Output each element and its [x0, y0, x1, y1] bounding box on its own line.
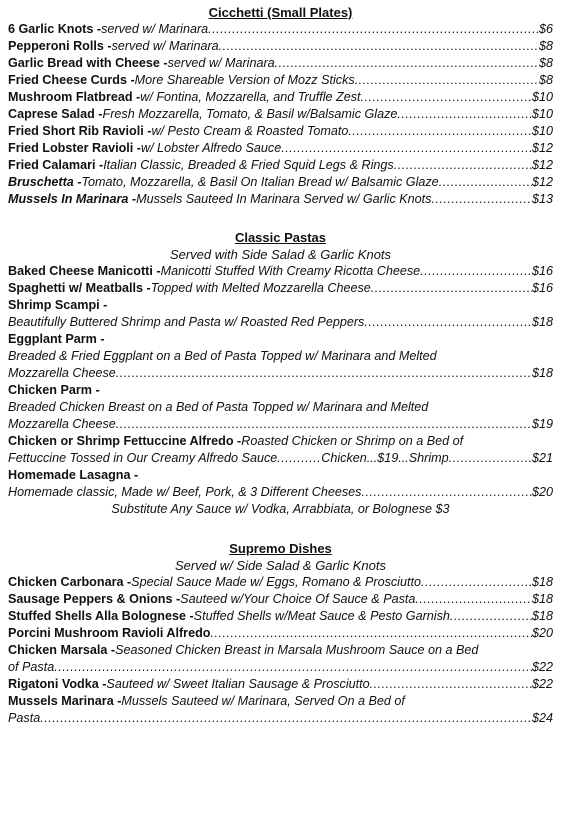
item-name: Stuffed Shells Alla Bolognese -: [8, 609, 194, 623]
item-desc: Special Sauce Made w/ Eggs, Romano & Prosciutto: [131, 575, 421, 589]
leader-dots: [281, 140, 532, 157]
leader-dots: [210, 625, 532, 642]
item-desc: Breaded Chicken Breast on a Bed of Pasta Topped w/ Marinara and Melted: [8, 400, 429, 414]
leader-dots: [370, 676, 532, 693]
pastas-subtitle: Served with Side Salad & Garlic Knots: [169, 247, 392, 262]
menu-item: [8, 591, 553, 608]
menu-item: [8, 21, 553, 38]
item-price: $13: [531, 192, 553, 206]
leader-dots: [361, 484, 532, 501]
item-desc: More Shareable Version of Mozz Sticks: [134, 73, 355, 87]
item-name: Pepperoni Rolls -: [8, 39, 112, 53]
item-price: $12: [531, 175, 553, 189]
item-price-chicken: Chicken...$19: [321, 451, 399, 465]
item-name: Sausage Peppers & Onions -: [8, 592, 181, 606]
item-desc: Seasoned Chicken Breast in Marsala Mushroom Sauce on a Bed: [115, 643, 479, 657]
item-name: Homemade Lasagna -: [8, 468, 139, 482]
menu-item: [8, 314, 553, 331]
item-price: $18: [531, 609, 553, 623]
item-price: $21: [531, 451, 553, 465]
item-desc: w/ Pesto Cream & Roasted Tomato: [151, 124, 349, 138]
item-price: $10: [531, 107, 553, 121]
item-price: $22: [531, 677, 553, 691]
item-desc: Roasted Chicken or Shrimp on a Bed of: [241, 434, 464, 448]
leader-dots: [277, 450, 321, 467]
item-desc: Mozzarella Cheese: [8, 366, 116, 380]
supremo-title: Supremo Dishes: [229, 541, 332, 556]
menu-item: [8, 484, 553, 501]
menu-item: [8, 55, 553, 72]
leader-dots: [371, 280, 532, 297]
leader-dots: [449, 450, 532, 467]
item-name: Mussels In Marinara -: [8, 192, 137, 206]
item-desc: Breaded & Fried Eggplant on a Bed of Pasta Topped w/ Marinara and Melted: [8, 349, 437, 363]
item-desc: served w/ Marinara: [101, 22, 209, 36]
item-name: Mussels Marinara -: [8, 694, 122, 708]
item-name: Shrimp Scampi -: [8, 298, 108, 312]
item-name: Bruschetta -: [8, 175, 82, 189]
item-price: $24: [531, 711, 553, 725]
item-desc: Sauteed w/ Sweet Italian Sausage & Prosciutto: [106, 677, 370, 691]
item-desc: Tomato, Mozzarella, & Basil On Italian Bread w/ Balsamic Glaze: [81, 175, 439, 189]
item-name: Fried Cheese Curds -: [8, 73, 135, 87]
item-name: Mushroom Flatbread -: [8, 90, 141, 104]
menu-item: [8, 642, 553, 659]
item-desc: Mussels Sauteed w/ Marinara, Served On a Bed of: [121, 694, 405, 708]
cicchetti-title: Cicchetti (Small Plates): [208, 5, 353, 20]
item-name: Caprese Salad -: [8, 107, 103, 121]
menu-item: [8, 191, 553, 208]
leader-dots: [397, 106, 532, 123]
item-price: $16: [531, 281, 553, 295]
menu-item: [8, 365, 553, 382]
menu-item: [8, 89, 553, 106]
item-desc: Mozzarella Cheese: [8, 417, 116, 431]
item-price: $19: [531, 417, 553, 431]
leader-dots: [219, 38, 539, 55]
menu-item: [8, 574, 553, 591]
item-name: Chicken or Shrimp Fettuccine Alfredo -: [8, 434, 242, 448]
item-price: $22: [531, 660, 553, 674]
item-price: $18: [531, 366, 553, 380]
item-desc: Sauteed w/Your Choice Of Sauce & Pasta: [180, 592, 416, 606]
leader-dots: [208, 21, 539, 38]
item-price: $18: [531, 592, 553, 606]
item-desc: Stuffed Shells w/Meat Sauce & Pesto Garnish: [193, 609, 450, 623]
item-desc: Italian Classic, Breaded & Fried Squid Legs & Rings: [103, 158, 394, 172]
leader-dots: [431, 191, 532, 208]
item-price: $20: [531, 485, 553, 499]
cicchetti-list: [8, 21, 553, 208]
item-name: Spaghetti w/ Meatballs -: [8, 281, 151, 295]
leader-dots: [40, 710, 532, 727]
menu-item: [8, 450, 553, 467]
item-desc: Topped with Melted Mozzarella Cheese: [150, 281, 371, 295]
item-desc: Manicotti Stuffed With Creamy Ricotta Cheese: [160, 264, 421, 278]
item-desc: Beautifully Buttered Shrimp and Pasta w/ Roasted Red Peppers: [8, 315, 365, 329]
item-desc: Fettuccine Tossed in Our Creamy Alfredo Sauce: [8, 451, 278, 465]
item-name: Fried Calamari -: [8, 158, 104, 172]
leader-dots: [415, 591, 532, 608]
item-price: $8: [538, 56, 553, 70]
item-price: $12: [531, 141, 553, 155]
leader-dots: [364, 314, 532, 331]
menu-item: [8, 416, 553, 433]
item-name: Porcini Mushroom Ravioli Alfredo: [8, 626, 211, 640]
menu-item: [8, 38, 553, 55]
menu-item: [8, 433, 553, 450]
leader-dots: [450, 608, 532, 625]
item-name: Rigatoni Vodka -: [8, 677, 107, 691]
item-name: 6 Garlic Knots -: [8, 22, 102, 36]
item-price: $10: [531, 124, 553, 138]
menu-item: [8, 106, 553, 123]
item-name: Fried Lobster Ravioli -: [8, 141, 141, 155]
item-desc: w/ Fontina, Mozzarella, and Truffle Zest: [140, 90, 361, 104]
item-desc: served w/ Marinara: [167, 56, 275, 70]
menu-item: [8, 72, 553, 89]
menu-item: [8, 263, 553, 280]
item-price-shrimp-label: Shrimp: [408, 451, 449, 465]
item-name: Chicken Parm -: [8, 383, 100, 397]
leader-dots: [116, 365, 532, 382]
menu-item: [8, 157, 553, 174]
item-price: $12: [531, 158, 553, 172]
menu-item: [8, 608, 553, 625]
item-desc: Homemade classic, Made w/ Beef, Pork, & 3 Different Cheeses: [8, 485, 362, 499]
leader-dots: [348, 123, 532, 140]
item-price: $8: [538, 73, 553, 87]
item-price: $6: [538, 22, 553, 36]
menu-item: [8, 140, 553, 157]
leader-dots: [439, 174, 532, 191]
leader-dots: [54, 659, 532, 676]
menu-item: [8, 659, 553, 676]
menu-item: [8, 676, 553, 693]
leader-dots: [421, 574, 532, 591]
item-price: $18: [531, 315, 553, 329]
item-price-sep: ...: [398, 451, 409, 465]
menu-item: [8, 625, 553, 642]
leader-dots: [355, 72, 539, 89]
leader-dots: [116, 416, 532, 433]
item-price: $8: [538, 39, 553, 53]
item-desc: served w/ Marinara: [111, 39, 219, 53]
item-price: $16: [531, 264, 553, 278]
item-price: $20: [531, 626, 553, 640]
menu-item: [8, 174, 553, 191]
menu-item: [8, 123, 553, 140]
leader-dots: [361, 89, 532, 106]
item-desc: of Pasta: [8, 660, 55, 674]
item-name: Chicken Carbonara -: [8, 575, 132, 589]
item-name: Garlic Bread with Cheese -: [8, 56, 168, 70]
item-price: $18: [531, 575, 553, 589]
menu-item: [8, 710, 553, 727]
menu-item: [8, 280, 553, 297]
item-name: Baked Cheese Manicotti -: [8, 264, 161, 278]
item-name: Chicken Marsala -: [8, 643, 116, 657]
leader-dots: [275, 55, 539, 72]
item-desc: w/ Lobster Alfredo Sauce: [140, 141, 282, 155]
item-desc: Mussels Sauteed In Marinara Served w/ Garlic Knots: [136, 192, 432, 206]
item-name: Fried Short Rib Ravioli -: [8, 124, 152, 138]
leader-dots: [394, 157, 532, 174]
menu-item: [8, 693, 553, 710]
supremo-subtitle: Served w/ Side Salad & Garlic Knots: [175, 558, 386, 573]
sauce-note: Substitute Any Sauce w/ Vodka, Arrabbiata, or Bolognese $3: [111, 502, 450, 516]
item-price: $10: [531, 90, 553, 104]
item-name: Eggplant Parm -: [8, 332, 105, 346]
leader-dots: [420, 263, 532, 280]
pastas-title: Classic Pastas: [234, 230, 327, 245]
item-desc: Pasta: [8, 711, 41, 725]
item-desc: Fresh Mozzarella, Tomato, & Basil w/Balsamic Glaze: [102, 107, 398, 121]
